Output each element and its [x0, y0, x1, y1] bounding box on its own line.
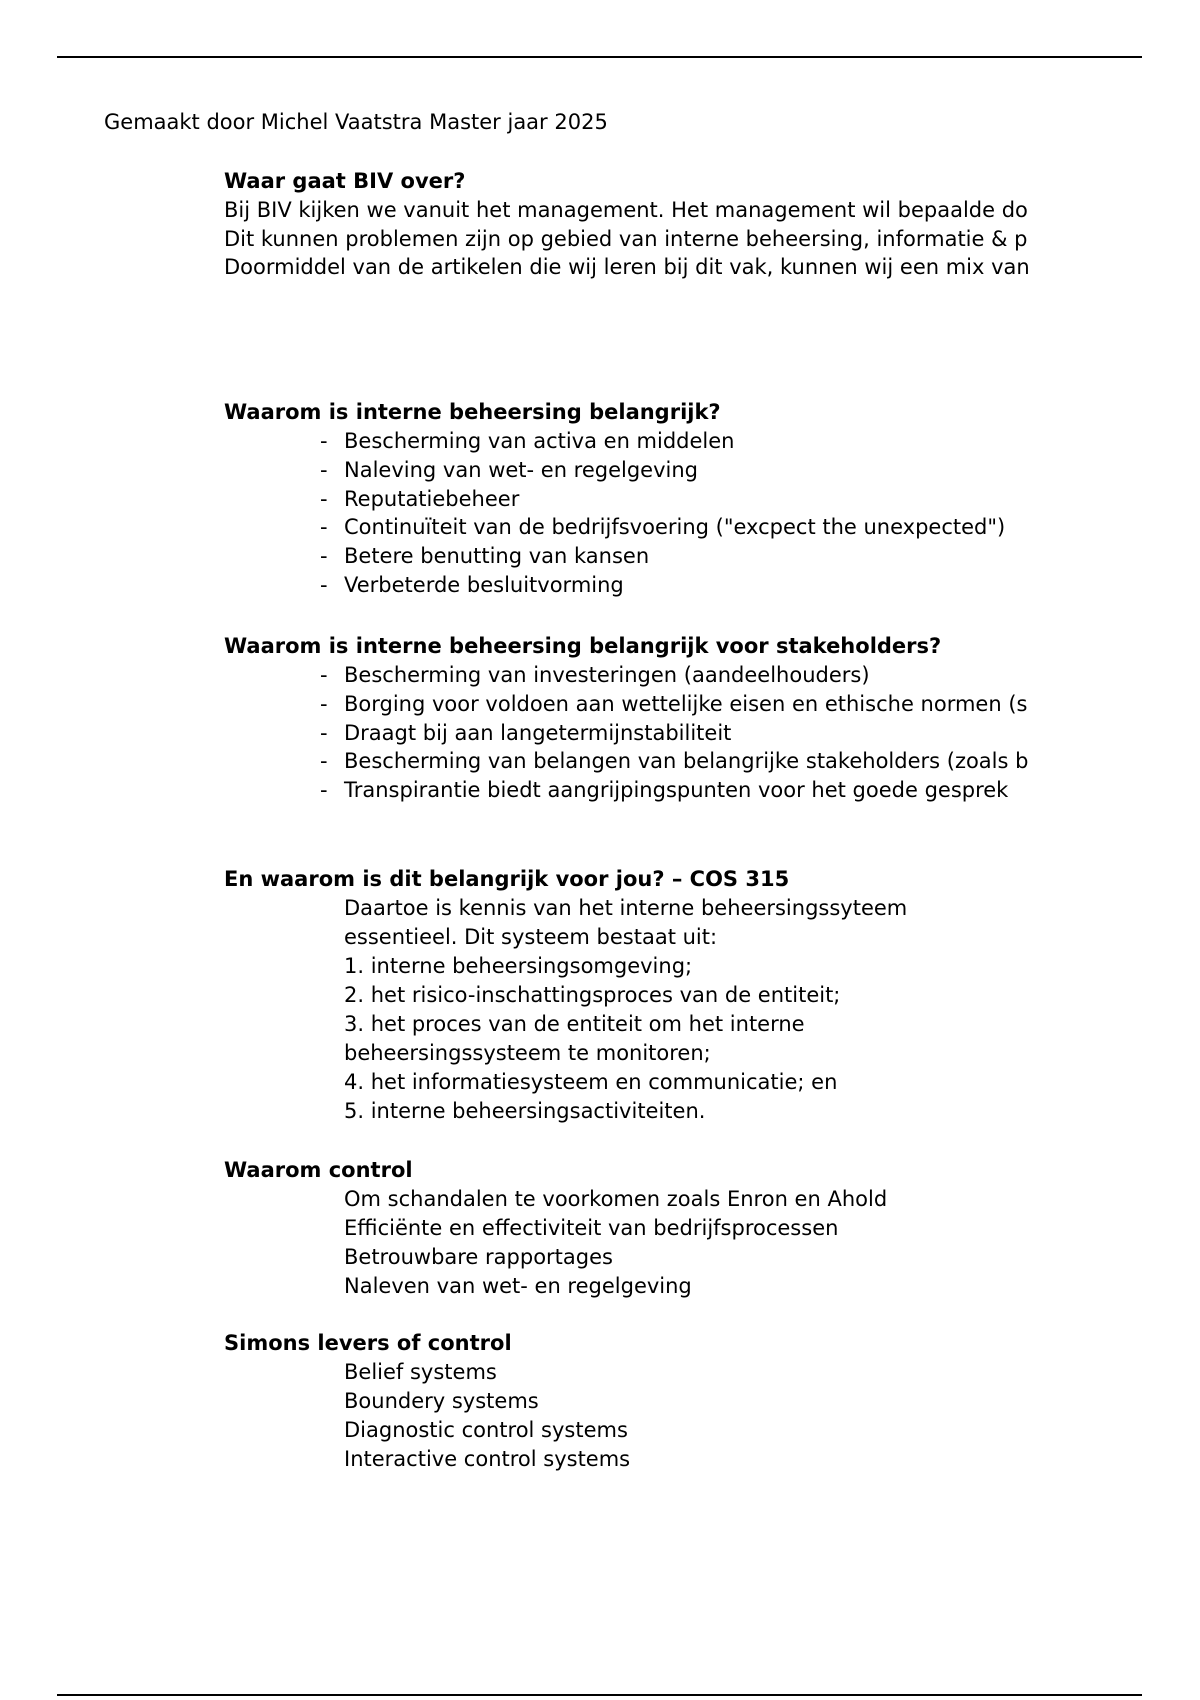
simons-line: Interactive control systems: [344, 1447, 631, 1471]
cos315-line: 2. het risico-inschattingsproces van de entiteit;: [344, 983, 841, 1007]
control-line: Om schandalen te voorkomen zoals Enron en Ahold: [344, 1187, 888, 1211]
simons-line: Boundery systems: [344, 1389, 539, 1413]
list-item-text: Reputatiebeheer: [344, 486, 520, 511]
list-item: [320, 776, 1069, 805]
list-item: [320, 456, 1069, 485]
cos315-line: 4. het informatiesysteem en communicatie; en: [344, 1070, 838, 1094]
list-item: [320, 747, 1069, 776]
top-rule: [57, 56, 1142, 58]
biv-line: Doormiddel van de artikelen die wij leren bij dit vak, kunnen wij een mix van: [224, 255, 1030, 279]
dash-bullet: -: [320, 429, 328, 453]
control-line: Efficiënte en effectiviteit van bedrijfsprocessen: [344, 1216, 839, 1240]
stakeholders-heading: Waarom is interne beheersing belangrijk voor stakeholders?: [224, 634, 942, 658]
list-item-text: Betere benutting van kansen: [344, 544, 650, 569]
list-item-text: Verbeterde besluitvorming: [344, 572, 624, 597]
list-item: [320, 571, 1069, 600]
biv-paragraph: [224, 196, 1069, 282]
creator-note: Gemaakt door Michel Vaatstra Master jaar 2025: [104, 110, 608, 134]
list-item: [320, 485, 1069, 514]
list-item-text: Transpirantie biedt aangrijpingspunten voor het goede gesprek: [344, 778, 1009, 803]
simons-line: Belief systems: [344, 1360, 497, 1384]
section-simons: [224, 1329, 1069, 1474]
section-importance: [224, 398, 1069, 600]
importance-heading: Waarom is interne beheersing belangrijk?: [224, 400, 721, 424]
section-cos315: [224, 865, 1069, 1126]
cos315-line: 1. interne beheersingsomgeving;: [344, 954, 693, 978]
dash-bullet: -: [320, 720, 328, 745]
control-heading: Waarom control: [224, 1158, 413, 1182]
list-item: [320, 542, 1069, 571]
simons-heading: Simons levers of control: [224, 1331, 512, 1355]
simons-body: [224, 1358, 1069, 1474]
list-item: [320, 661, 1069, 690]
list-item: [320, 427, 1069, 456]
control-body: [224, 1185, 1069, 1301]
control-line: Betrouwbare rapportages: [344, 1245, 613, 1269]
importance-list: [224, 427, 1069, 600]
simons-line: Diagnostic control systems: [344, 1418, 628, 1442]
dash-bullet: -: [320, 515, 328, 540]
list-item: [320, 690, 1069, 719]
list-item: [320, 719, 1069, 748]
list-item-text: Draagt bij aan langetermijnstabiliteit: [344, 720, 732, 745]
bottom-rule: [57, 1694, 1142, 1696]
dash-bullet: -: [320, 778, 328, 803]
cos315-line: 5. interne beheersingsactiviteiten.: [344, 1099, 706, 1123]
list-item-text: Bescherming van activa en middelen: [344, 429, 735, 453]
dash-bullet: -: [320, 572, 328, 597]
list-item-text: Bescherming van belangen van belangrijke stakeholders (zoals b: [344, 749, 1029, 774]
section-stakeholders: [224, 632, 1069, 805]
control-line: Naleven van wet- en regelgeving: [344, 1274, 692, 1298]
dash-bullet: -: [320, 544, 328, 569]
list-item-text: Bescherming van investeringen (aandeelhouders): [344, 663, 870, 687]
stakeholders-list: [224, 661, 1069, 805]
section-biv: [224, 167, 1069, 282]
dash-bullet: -: [320, 457, 328, 482]
biv-line: Dit kunnen problemen zijn op gebied van interne beheersing, informatie & p: [224, 226, 1028, 251]
cos315-line: Daartoe is kennis van het interne beheersingssyteem: [344, 896, 908, 920]
list-item: [320, 513, 1069, 542]
dash-bullet: -: [320, 486, 328, 511]
list-item-text: Naleving van wet- en regelgeving: [344, 457, 699, 482]
cos315-line: beheersingssysteem te monitoren;: [344, 1041, 711, 1065]
biv-line: Bij BIV kijken we vanuit het management. Het management wil bepaalde do: [224, 198, 1028, 222]
cos315-body: [224, 894, 1069, 1126]
cos315-line: essentieel. Dit systeem bestaat uit:: [344, 925, 718, 949]
dash-bullet: -: [320, 749, 328, 774]
biv-heading: Waar gaat BIV over?: [224, 169, 466, 193]
cos315-line: 3. het proces van de entiteit om het interne: [344, 1012, 805, 1036]
list-item-text: Borging voor voldoen aan wettelijke eisen en ethische normen (s: [344, 691, 1028, 716]
section-control: [224, 1156, 1069, 1301]
dash-bullet: -: [320, 663, 328, 687]
list-item-text: Continuïteit van de bedrijfsvoering ("excpect the unexpected"): [344, 515, 1006, 540]
cos315-heading: En waarom is dit belangrijk voor jou? – COS 315: [224, 867, 790, 891]
dash-bullet: -: [320, 691, 328, 716]
